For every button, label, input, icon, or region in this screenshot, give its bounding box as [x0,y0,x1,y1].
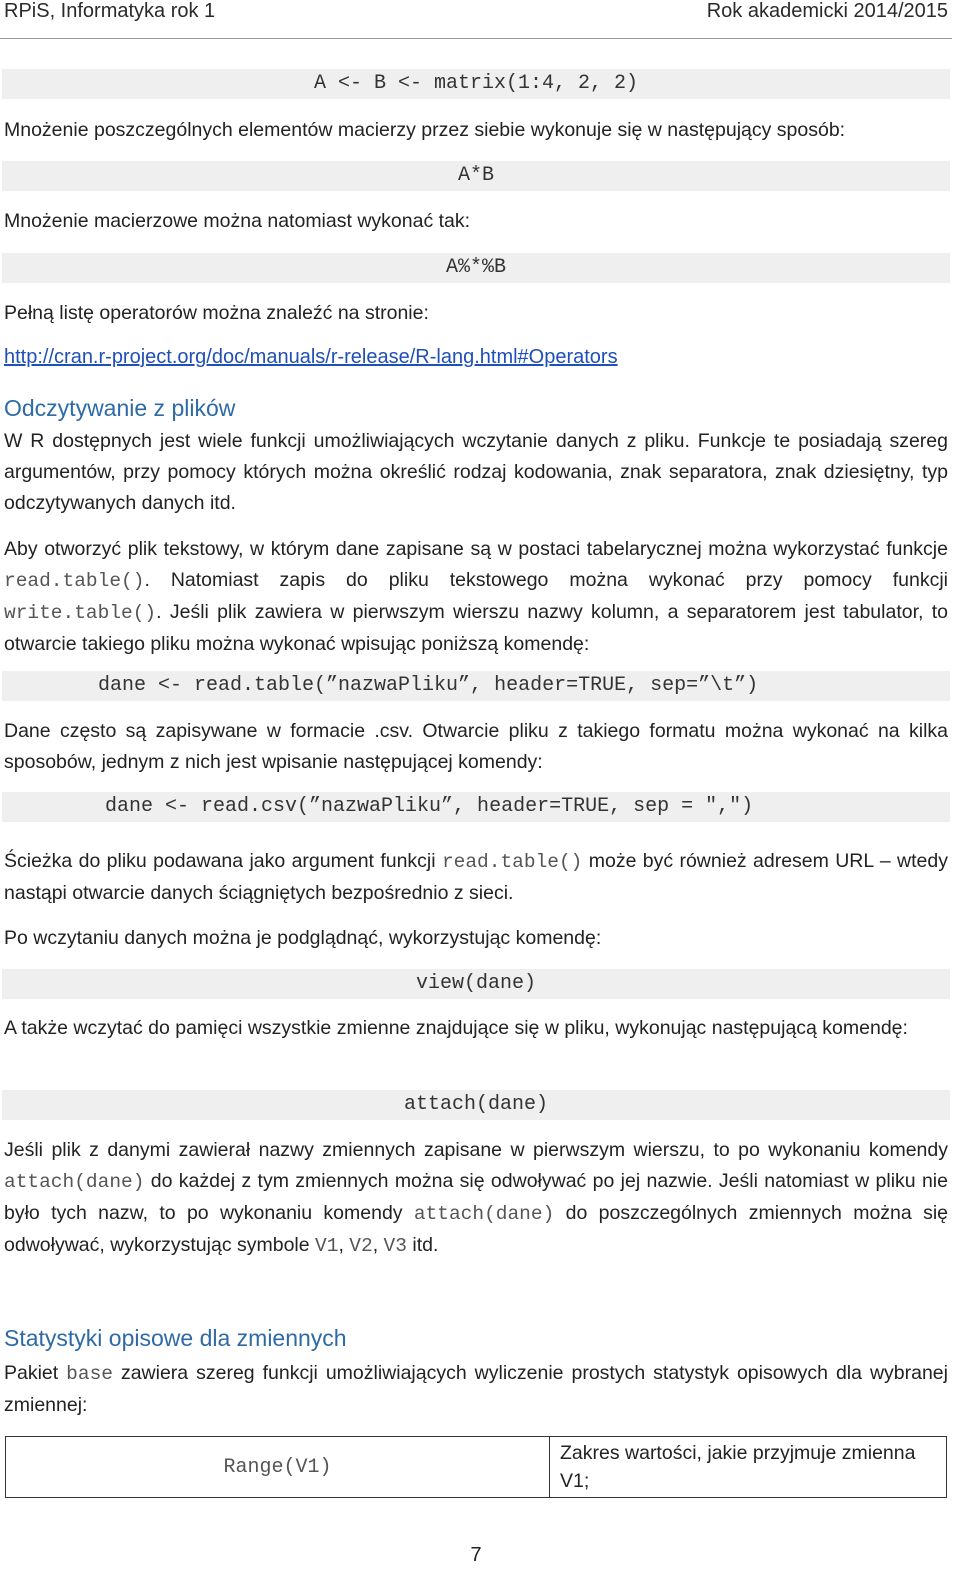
code-matrix: A <- B <- matrix(1:4, 2, 2) [2,69,950,99]
operators-link[interactable]: http://cran.r-project.org/doc/manuals/r-release/R-lang.html#Operators [4,346,618,368]
paragraph-attach-usage [4,1135,948,1262]
code-inline-base: base [66,1363,113,1385]
code-inline-read-table: read.table() [4,570,145,592]
code-inline-attach-2: attach(dane) [413,1203,555,1225]
p7-text-c: do poszczególnych zmiennych można się odwoływać, wykorzystując symbole [4,1202,948,1256]
p7-sep-2: , [372,1234,384,1256]
p4-text-b: może być również adresem URL – wtedy nastąpi otwarcie danych ściągniętych bezpośrednio z sieci. [4,850,948,904]
paragraph-view-intro: Po wczytaniu danych można je podglądnąć, wykorzystując komendę: [4,927,602,949]
code-inline-write-table: write.table() [4,602,157,624]
code-matrix-mult: A%*%B [2,253,950,283]
header-left: RPiS, Informatyka rok 1 [4,0,216,22]
code-read-csv: dane <- read.csv(”nazwaPliku”, header=TRUE, sep = ",") [2,792,950,822]
matrix-mult-intro: Mnożenie macierzowe można natomiast wykonać tak: [4,210,471,232]
table-cell-description: Zakres wartości, jakie przyjmuje zmienna V1; [550,1437,947,1498]
paragraph-csv: Dane często są zapisywane w formacie .csv. Otwarcie pliku z takiego formatu można wykonać na kilka sposobów, jednym z nich jest wpisanie następującej komendy: [4,720,948,773]
functions-table [5,1436,947,1498]
code-view: view(dane) [2,969,950,999]
p7-text-b: do każdej z tym zmiennych można się odwoływać po jej nazwie. Jeśli natomiast w pliku nie było tych nazw, to po wykonaniu komendy [4,1170,948,1224]
p2-text-b: . Natomiast zapis do pliku tekstowego można wykonać przy pomocy funkcji [144,569,948,591]
paragraph-file-functions: W R dostępnych jest wiele funkcji umożliwiających wczytanie danych z pliku. Funkcje te posiadają szereg argumentów, przy pomocy których można określić rodzaj kodowania, znak separatora, znak dziesiętny, typ odczytywanych danych itd. [4,430,948,514]
paragraph-url [4,846,948,909]
p7-text-a: Jeśli plik z danymi zawierał nazwy zmiennych zapisane w pierwszym wierszu, to po wykonaniu komendy [4,1139,948,1161]
code-inline-attach-1: attach(dane) [4,1171,145,1193]
code-inline-read-table-2: read.table() [441,851,583,873]
operators-intro: Pełną listę operatorów można znaleźć na stronie: [4,302,429,324]
paragraph-attach-intro: A także wczytać do pamięci wszystkie zmienne znajdujące się w pliku, wykonując następującą komendę: [4,1017,908,1039]
p7-sep-1: , [338,1234,350,1256]
p2-text-a: Aby otworzyć plik tekstowy, w którym dane zapisane są w postaci tabelarycznej można wykorzystać funkcje [4,538,948,560]
code-attach: attach(dane) [2,1090,950,1120]
heading-stats: Statystyki opisowe dla zmiennych [4,1325,347,1351]
code-inline-v3: V3 [383,1235,407,1257]
p8-text-b: zawiera szereg funkcji umożliwiających wyliczenie prostych statystyk opisowych dla wybranej zmiennej: [4,1362,948,1416]
p7-text-d: itd. [406,1234,439,1256]
p4-text-a: Ścieżka do pliku podawana jako argument funkcji [4,850,442,872]
code-inline-v1: V1 [315,1235,339,1257]
p8-text-a: Pakiet [4,1362,67,1384]
code-read-table: dane <- read.table(”nazwaPliku”, header=TRUE, sep=”\t”) [2,671,950,701]
code-inline-v2: V2 [349,1235,373,1257]
heading-files: Odczytywanie z plików [4,395,236,421]
table-row [6,1437,947,1498]
paragraph-read-table [4,534,948,660]
paragraph-base-package [4,1358,948,1421]
header-right: Rok akademicki 2014/2015 [706,0,948,22]
header-rule [0,38,952,39]
code-elem-mult: A*B [2,161,950,191]
table-cell-function: Range(V1) [6,1437,550,1498]
elem-mult-intro: Mnożenie poszczególnych elementów macierzy przez siebie wykonuje się w następujący sposób: [4,119,846,141]
p2-text-c: . Jeśli plik zawiera w pierwszym wierszu nazwy kolumn, a separatorem jest tabulator, to otwarcie takiego pliku można wykonać wpisując poniższą komendę: [4,601,948,655]
page-number: 7 [470,1544,482,1566]
